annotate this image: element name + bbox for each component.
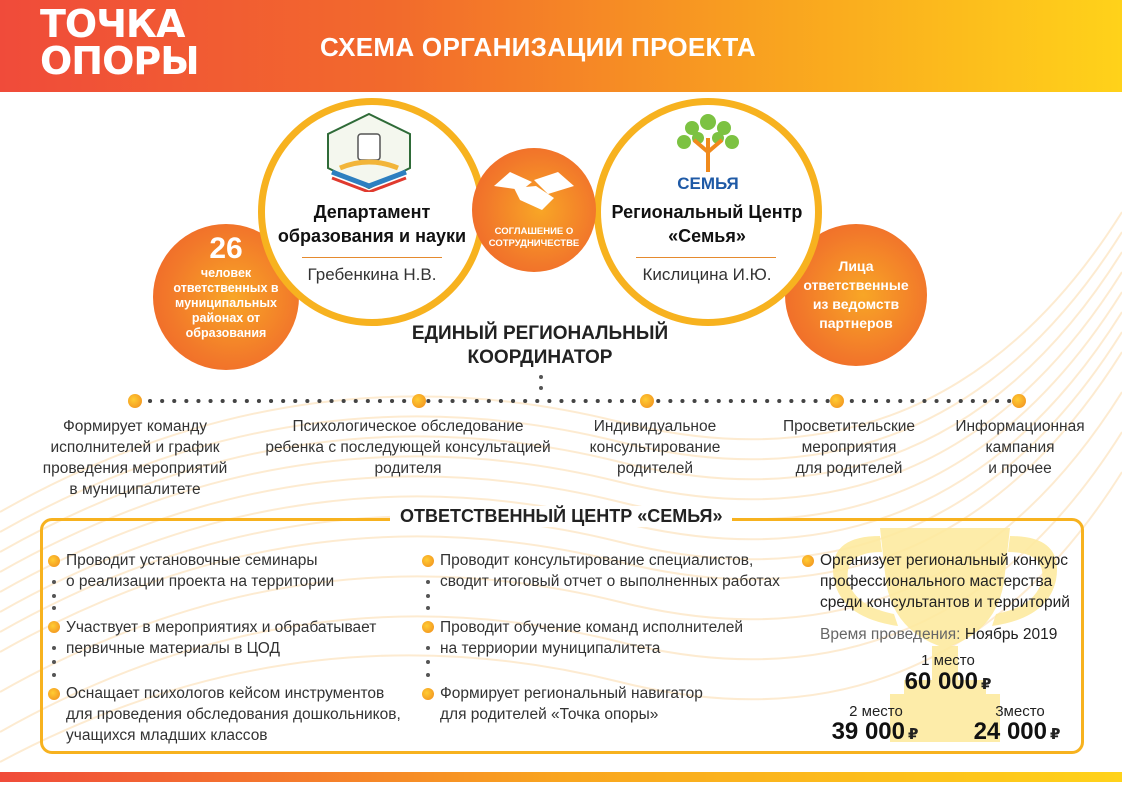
prize1-value: 60 000 <box>904 668 978 695</box>
connector-dot <box>52 673 56 677</box>
center-person: Кислицина И.Ю. <box>642 265 772 284</box>
connector-dot <box>426 660 430 664</box>
right-badge-text: Лица ответственные из ведомств партнеров <box>803 258 909 331</box>
activity-line: ребенка с последующей консультацией <box>265 439 551 456</box>
prize3-value: 24 000 <box>973 718 1047 745</box>
responsible-title: ОТВЕТСТВЕННЫЙ ЦЕНТР «СЕМЬЯ» <box>390 506 732 527</box>
contest-time <box>820 624 1080 645</box>
activity-line: для родителей <box>795 460 903 477</box>
connector-dot <box>52 660 56 664</box>
activity-line: родителей <box>617 460 693 477</box>
contest-line: среди консультантов и территорий <box>820 594 1070 611</box>
timeline-node <box>830 394 844 408</box>
timeline-node <box>128 394 142 408</box>
connector-dot <box>426 606 430 610</box>
prize1-label: 1 место <box>921 652 975 669</box>
contest-line: Организует региональный конкурс <box>820 552 1069 569</box>
bullet-line: учащихся младших классов <box>66 727 268 744</box>
prize3-label: 3место <box>995 703 1045 720</box>
left-badge-text: человек ответственных в муниципальных районах от образования <box>173 266 279 340</box>
activity-item <box>764 416 934 479</box>
col1-item <box>66 550 426 592</box>
prize2-label: 2 место <box>849 703 903 720</box>
logo <box>40 2 200 86</box>
connector-dot <box>539 386 543 390</box>
bullet-line: для проведения обследования дошкольников, <box>66 706 401 723</box>
activity-item <box>570 416 740 479</box>
activity-timeline <box>140 397 1030 405</box>
bullet-line: Проводит установочные семинары <box>66 552 318 569</box>
col1-item <box>66 617 426 659</box>
activity-line: кампания <box>985 439 1055 456</box>
currency-sign: ₽ <box>1049 726 1061 743</box>
connector-dot <box>426 646 430 650</box>
prize2-value: 39 000 <box>831 718 905 745</box>
page-title: СХЕМА ОРГАНИЗАЦИИ ПРОЕКТА <box>320 32 756 62</box>
dept-person: Гребенкина Н.В. <box>307 265 437 284</box>
center-divider <box>636 257 776 258</box>
col2-item <box>440 617 800 659</box>
bullet-dot <box>48 688 60 700</box>
contest-description <box>820 550 1080 613</box>
center-logo-text: СЕМЬЯ <box>677 174 739 193</box>
col1-item <box>66 683 426 746</box>
activity-line: в муниципалитете <box>69 481 201 498</box>
bullet-line: сводит итоговый отчет о выполненных работах <box>440 573 780 590</box>
contest-time-label: Время проведения: <box>820 626 965 643</box>
currency-sign: ₽ <box>907 726 919 743</box>
col2-item <box>440 683 800 725</box>
left-badge-number: 26 <box>209 232 243 265</box>
currency-sign: ₽ <box>980 676 992 693</box>
bullet-line: о реализации проекта на территории <box>66 573 335 590</box>
timeline-node <box>640 394 654 408</box>
bullet-line: Оснащает психологов кейсом инструментов <box>66 685 385 702</box>
activity-line: Психологическое обследование <box>292 418 524 435</box>
connector-dot <box>426 673 430 677</box>
dept-emblem-icon <box>324 112 414 192</box>
bullet-line: Участвует в мероприятиях и обрабатывает <box>66 619 377 636</box>
logo-line2: ОПОРЫ <box>40 39 199 83</box>
connector-dot <box>426 580 430 584</box>
activity-line: Индивидуальное <box>593 418 717 435</box>
connector-dot <box>52 594 56 598</box>
activity-item <box>30 416 240 500</box>
bullet-line: Проводит консультирование специалистов, <box>440 552 754 569</box>
prize3 <box>952 718 1082 746</box>
bullet-dot <box>422 555 434 567</box>
activity-line: мероприятия <box>801 439 897 456</box>
dept-divider <box>302 257 442 258</box>
coordinator-line1: ЕДИНЫЙ РЕГИОНАЛЬНЫЙ <box>411 323 669 344</box>
connector-dot <box>52 646 56 650</box>
activity-line: родителя <box>374 460 442 477</box>
bullet-line: Формирует региональный навигатор <box>440 685 703 702</box>
logo-line1: ТОЧКА <box>40 2 185 46</box>
center-name <box>602 200 812 248</box>
connector-dot <box>52 606 56 610</box>
dept-name-line1: Департамент <box>313 202 431 222</box>
bullet-dot <box>422 621 434 633</box>
agreement-text: СОГЛАШЕНИЕ О СОТРУДНИЧЕСТВЕ <box>488 226 580 249</box>
coordinator-line2: КООРДИНАТОР <box>467 347 613 368</box>
bullet-dot <box>48 621 60 633</box>
bullet-dot <box>422 688 434 700</box>
bullet-line: первичные материалы в ЦОД <box>66 640 280 657</box>
center-name-line1: Региональный Центр <box>611 202 803 222</box>
activity-line: консультирование <box>589 439 721 456</box>
activity-line: и прочее <box>988 460 1052 477</box>
connector-dot <box>52 580 56 584</box>
dept-name <box>268 200 476 248</box>
activity-line: Просветительские <box>782 418 915 435</box>
prize2 <box>810 718 940 746</box>
bullet-line: Проводит обучение команд исполнителей <box>440 619 744 636</box>
coordinator-title <box>400 322 680 370</box>
col2-item <box>440 550 800 592</box>
center-name-line2: «Семья» <box>668 226 746 246</box>
activity-line: проведения мероприятий <box>42 460 228 477</box>
connector-dot <box>426 594 430 598</box>
activity-item <box>948 416 1092 479</box>
dept-name-line2: образования и науки <box>277 226 467 246</box>
bullet-dot <box>48 555 60 567</box>
bullet-dot <box>802 555 814 567</box>
activity-item <box>258 416 558 479</box>
prize1 <box>876 668 1020 696</box>
timeline-node <box>412 394 426 408</box>
bullet-line: на терриории муниципалитета <box>440 640 661 657</box>
activity-line: исполнителей и график <box>50 439 220 456</box>
activity-line: Информационная <box>955 418 1085 435</box>
connector-dot <box>539 375 543 379</box>
handshake-icon <box>492 164 576 220</box>
contest-time-value: Ноябрь 2019 <box>964 626 1058 643</box>
activity-line: Формирует команду <box>62 418 208 435</box>
tree-logo-icon <box>668 108 748 178</box>
bullet-line: для родителей «Точка опоры» <box>440 706 659 723</box>
bottom-stripe <box>0 772 1122 782</box>
contest-line: профессионального мастерства <box>820 573 1053 590</box>
timeline-node <box>1012 394 1026 408</box>
